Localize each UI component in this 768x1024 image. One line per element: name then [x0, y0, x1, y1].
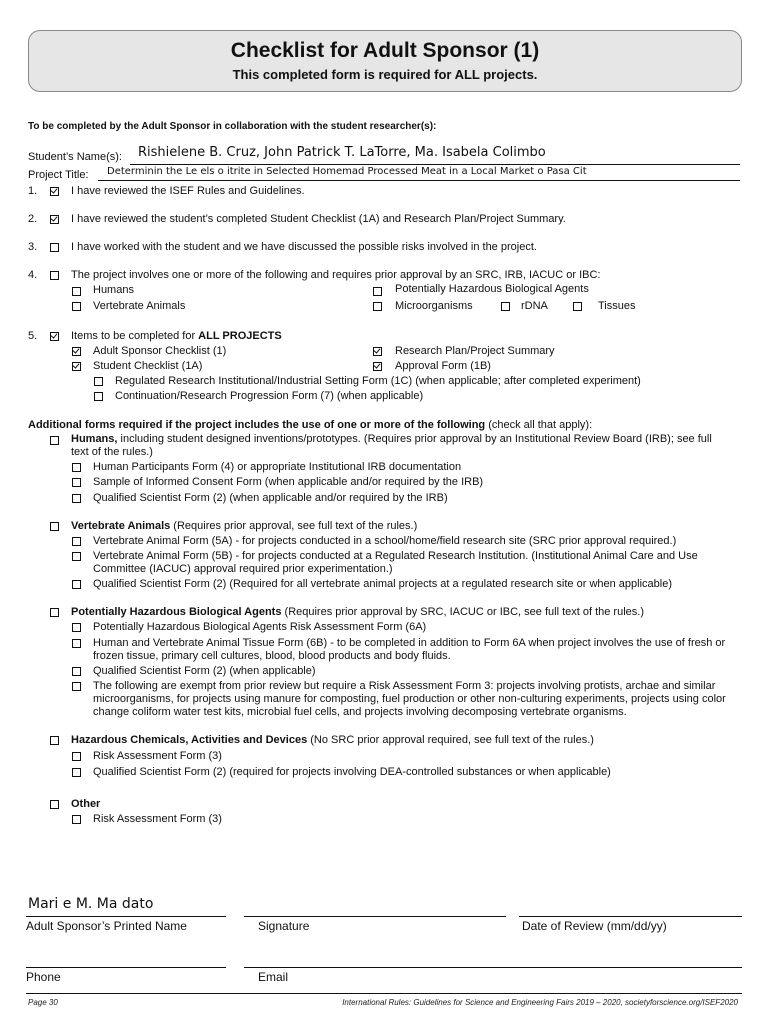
checkbox-student-checklist[interactable] — [72, 362, 81, 371]
option-continuation: Continuation/Research Progression Form (7) (when applicable) — [115, 390, 424, 402]
students-underline — [130, 164, 740, 165]
project-field[interactable]: Determinin the Le els o itrite in Selected Homemad Processed Meat in a Local Market o Pasa Cit — [107, 166, 587, 177]
checkbox-risk-assessment-other[interactable] — [72, 815, 81, 824]
item-5-text: Items to be completed for ALL PROJECTS — [71, 330, 282, 342]
intro-text: To be completed by the Adult Sponsor in collaboration with the student researcher(s): — [28, 121, 437, 132]
checkbox-vertebrate[interactable] — [72, 302, 81, 311]
checkbox-microorganisms[interactable] — [373, 302, 382, 311]
option-vertebrate: Vertebrate Animals — [93, 300, 186, 312]
checkbox-vertebrate-section[interactable] — [50, 522, 59, 531]
humans-section-text: Humans, including student designed inventions/prototypes. (Requires prior approval by an Institutional Review Board (IRB); see full text of the rules.) — [71, 433, 712, 458]
option-adult-sponsor: Adult Sponsor Checklist (1) — [93, 345, 227, 357]
checkbox-tissue-6b[interactable] — [72, 639, 81, 648]
other-form-1: Risk Assessment Form (3) — [93, 813, 222, 825]
page-number: Page 30 — [28, 998, 58, 1007]
sponsor-name-field[interactable]: Mari e M. Ma dato — [28, 896, 154, 912]
checkbox-rdna[interactable] — [501, 302, 510, 311]
checkbox-item-3[interactable] — [50, 243, 59, 252]
date-line — [519, 916, 742, 917]
additional-heading: Additional forms required if the project includes the use of one or more of the following (check all that apply): — [28, 419, 593, 431]
checkbox-approval-form[interactable] — [373, 362, 382, 371]
option-humans: Humans — [93, 284, 134, 296]
checkbox-other-section[interactable] — [50, 800, 59, 809]
item-number: 2. — [28, 213, 38, 225]
checkbox-phba-section[interactable] — [50, 608, 59, 617]
option-phba: Potentially Hazardous Biological Agents — [395, 283, 589, 295]
checkbox-item-2[interactable] — [50, 215, 59, 224]
form-header — [28, 30, 742, 92]
vertebrate-form-3: Qualified Scientist Form (2) (Required for all vertebrate animal projects at a regulated research site or when applicable) — [93, 578, 672, 590]
phone-line — [26, 967, 226, 968]
checkbox-vertebrate-5b[interactable] — [72, 552, 81, 561]
hazard-form-1: Risk Assessment Form (3) — [93, 750, 222, 762]
option-research-plan: Research Plan/Project Summary — [395, 345, 555, 357]
humans-form-1: Human Participants Form (4) or appropriate Institutional IRB documentation — [93, 461, 462, 473]
item-number: 3. — [28, 241, 38, 253]
item-2-text: I have reviewed the student’s completed Student Checklist (1A) and Research Plan/Project Summary. — [71, 213, 566, 225]
checkbox-item-4[interactable] — [50, 271, 59, 280]
option-student-checklist: Student Checklist (1A) — [93, 360, 203, 372]
item-number: 1. — [28, 185, 38, 197]
sponsor-name-label: Adult Sponsor’s Printed Name — [26, 919, 187, 933]
checkbox-qualified-scientist-vertebrate[interactable] — [72, 580, 81, 589]
other-section-text: Other — [71, 798, 101, 810]
humans-form-2: Sample of Informed Consent Form (when applicable and/or required by the IRB) — [93, 476, 484, 488]
checkbox-informed-consent[interactable] — [72, 478, 81, 487]
checkbox-tissues[interactable] — [573, 302, 582, 311]
checkbox-exempt[interactable] — [72, 682, 81, 691]
phba-form-4: The following are exempt from prior review but require a Risk Assessment Form 3: projects involving protists, archae and similar microorganisms, for projects using manure for composting, fuel production or other non-culturing experiments, projects using color change coliform water test kits, microbial fuel cells, and projects involving decomposing vertebrate organisms. — [93, 680, 726, 718]
form-title: Checklist for Adult Sponsor (1) — [230, 39, 540, 62]
checkbox-item-1[interactable] — [50, 187, 59, 196]
checkbox-item-5[interactable] — [50, 332, 59, 341]
project-underline — [98, 180, 740, 181]
checkbox-phba-6a[interactable] — [72, 623, 81, 632]
footer-divider — [26, 993, 742, 994]
option-tissues: Tissues — [598, 300, 636, 312]
phba-form-3: Qualified Scientist Form (2) (when applicable) — [93, 665, 316, 677]
checkbox-continuation[interactable] — [94, 392, 103, 401]
project-label: Project Title: — [28, 169, 89, 181]
signature-label: Signature — [258, 919, 310, 933]
checkbox-qualified-scientist-hazard[interactable] — [72, 768, 81, 777]
item-4-text: The project involves one or more of the following and requires prior approval by an SRC, IRB, IACUC or IBC: — [71, 269, 601, 281]
item-3-text: I have worked with the student and we have discussed the possible risks involved in the project. — [71, 241, 537, 253]
option-microorganisms: Microorganisms — [395, 300, 473, 312]
email-label: Email — [258, 970, 289, 984]
humans-form-3: Qualified Scientist Form (2) (when applicable and/or required by the IRB) — [93, 492, 448, 504]
phba-form-1: Potentially Hazardous Biological Agents Risk Assessment Form (6A) — [93, 621, 427, 633]
vertebrate-form-2: Vertebrate Animal Form (5B) - for projects conducted at a Regulated Research Institution. (Institutional Animal Care and Use Committee (IACUC) approval required prior experimentation.) — [93, 550, 698, 575]
option-approval-form: Approval Form (1B) — [395, 360, 491, 372]
phba-section-text: Potentially Hazardous Biological Agents (Requires prior approval by SRC, IACUC or IBC, see full text of the rules.) — [71, 606, 644, 618]
checkbox-humans-section[interactable] — [50, 436, 59, 445]
checkbox-human-participants[interactable] — [72, 463, 81, 472]
vertebrate-form-1: Vertebrate Animal Form (5A) - for projects conducted in a school/home/field research site (SRC prior approval required.) — [93, 535, 677, 547]
checkbox-qualified-scientist-humans[interactable] — [72, 494, 81, 503]
phone-label: Phone — [26, 970, 61, 984]
checkbox-humans[interactable] — [72, 287, 81, 296]
hazard-form-2: Qualified Scientist Form (2) (required for projects involving DEA-controlled substances or when applicable) — [93, 766, 611, 778]
item-1-text: I have reviewed the ISEF Rules and Guidelines. — [71, 185, 305, 197]
option-regulated: Regulated Research Institutional/Industrial Setting Form (1C) (when applicable; after completed experiment) — [115, 375, 641, 387]
checkbox-adult-sponsor[interactable] — [72, 347, 81, 356]
checkbox-risk-assessment-hazard[interactable] — [72, 752, 81, 761]
phba-form-2: Human and Vertebrate Animal Tissue Form (6B) - to be completed in addition to Form 6A when project involves the use of fresh or frozen tissue, primary cell cultures, blood, blood products and body fluids. — [93, 637, 726, 662]
email-line — [244, 967, 742, 968]
item-number: 4. — [28, 269, 38, 281]
checkbox-hazardous-section[interactable] — [50, 736, 59, 745]
students-label: Student’s Name(s): — [28, 151, 122, 163]
option-rdna: rDNA — [521, 300, 548, 312]
checkbox-qualified-scientist-phba[interactable] — [72, 667, 81, 676]
item-number: 5. — [28, 330, 38, 342]
sponsor-name-line — [26, 916, 226, 917]
checkbox-phba[interactable] — [373, 287, 382, 296]
form-subtitle: This completed form is required for ALL projects. — [232, 67, 538, 82]
checkbox-regulated[interactable] — [94, 377, 103, 386]
vertebrate-section-text: Vertebrate Animals (Requires prior approval, see full text of the rules.) — [71, 520, 418, 532]
date-label: Date of Review (mm/dd/yy) — [522, 919, 667, 933]
checkbox-research-plan[interactable] — [373, 347, 382, 356]
signature-line — [244, 916, 506, 917]
footer-source: International Rules: Guidelines for Science and Engineering Fairs 2019 – 2020, societyforscience.org/ISEF2020 — [342, 998, 738, 1007]
checkbox-vertebrate-5a[interactable] — [72, 537, 81, 546]
students-field[interactable]: Rishielene B. Cruz, John Patrick T. LaTorre, Ma. Isabela Colimbo — [138, 145, 546, 160]
hazardous-section-text: Hazardous Chemicals, Activities and Devices (No SRC prior approval required, see full text of the rules.) — [71, 734, 594, 746]
